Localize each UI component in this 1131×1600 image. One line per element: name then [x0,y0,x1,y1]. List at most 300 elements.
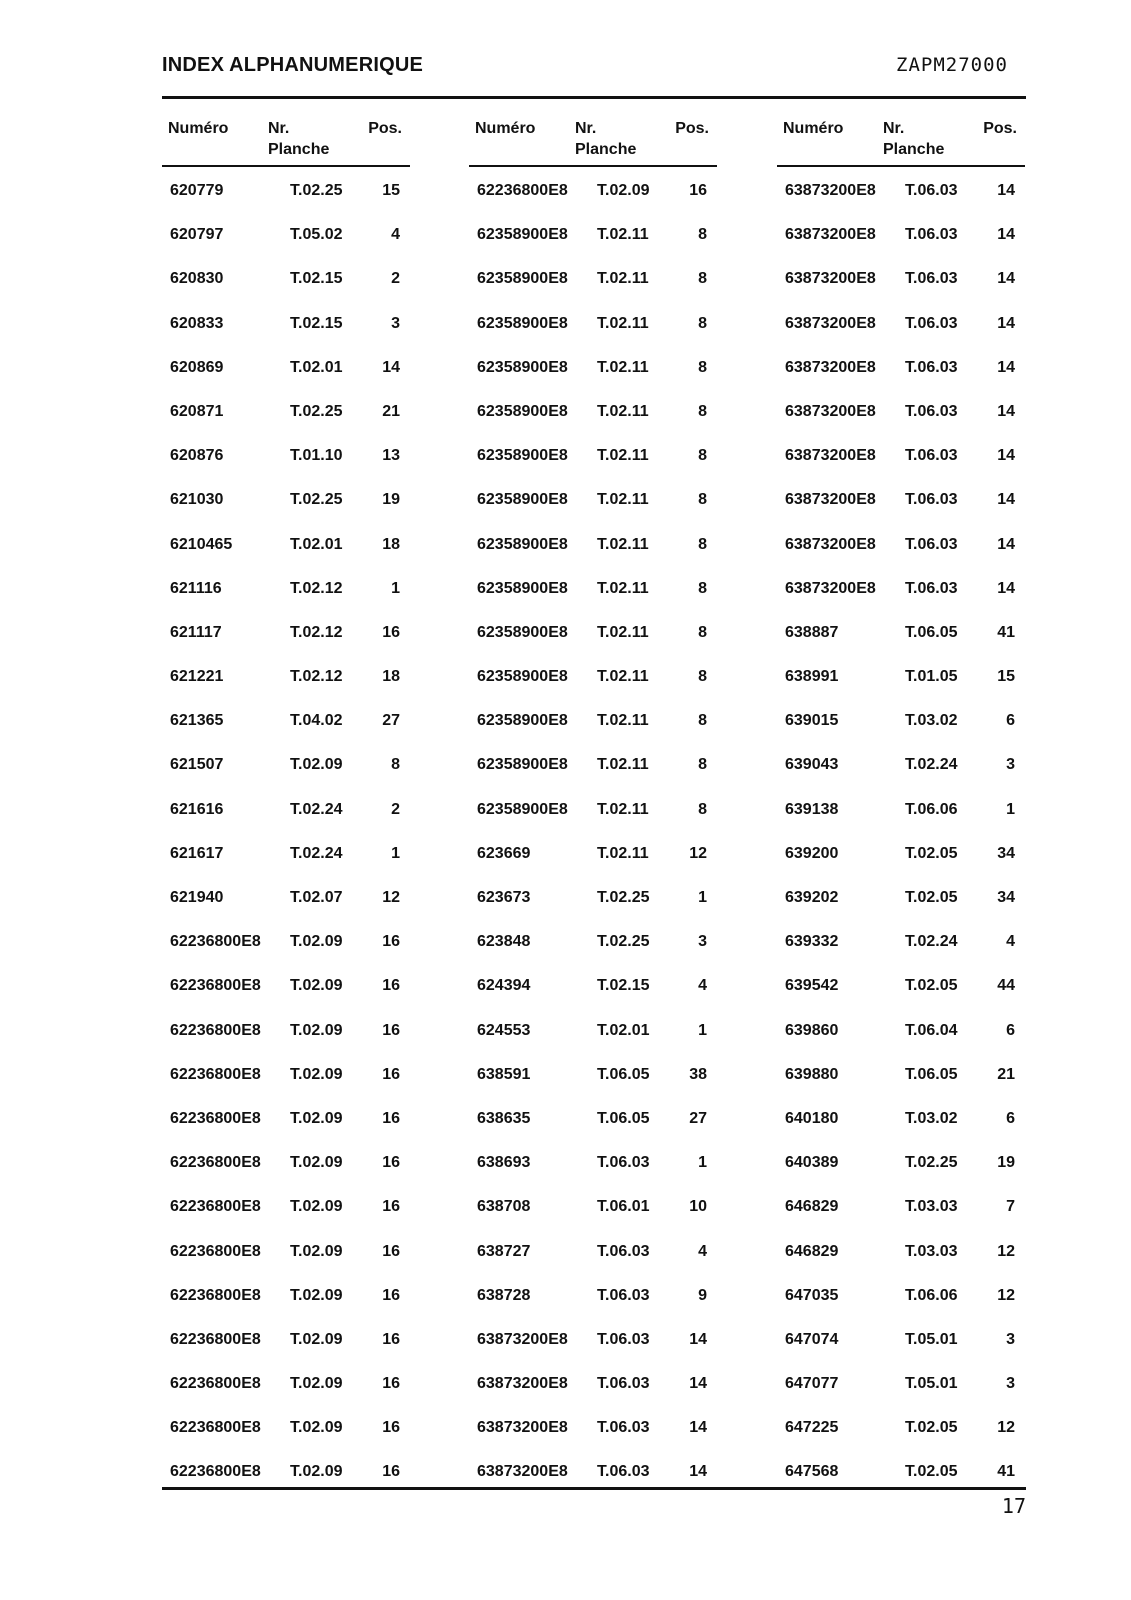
cell-planche: T.02.25 [290,491,343,509]
header-numero: Numéro [783,120,844,137]
cell-numero: 62358900E8 [477,535,568,553]
cell-planche: T.06.03 [597,1419,650,1437]
cell-pos: 34 [997,844,1015,862]
cell-pos: 16 [382,933,400,951]
table-row [777,1097,1025,1141]
cell-numero: 647074 [785,1330,839,1348]
cell-planche: T.06.01 [597,1198,650,1216]
cell-pos: 2 [391,800,400,818]
cell-numero: 638693 [477,1154,531,1172]
cell-planche: T.02.25 [597,933,650,951]
cell-numero: 624394 [477,977,531,995]
table-row [162,1141,410,1185]
cell-pos: 8 [698,712,707,730]
cell-planche: T.06.03 [597,1375,650,1393]
table-row [777,655,1025,699]
table-row [777,611,1025,655]
cell-planche: T.02.12 [290,623,343,641]
table-row [777,699,1025,743]
cell-numero: 621117 [170,623,222,641]
cell-numero: 620833 [170,314,224,332]
cell-pos: 8 [698,579,707,597]
table-row [162,434,410,478]
cell-numero: 621940 [170,889,224,906]
index-rows [162,169,410,1495]
header-pos: Pos. [983,120,1017,137]
cell-numero: 639200 [785,844,839,862]
cell-pos: 4 [391,226,400,244]
table-row [162,1053,410,1097]
table-row [777,1274,1025,1318]
cell-numero: 623848 [477,933,531,951]
cell-numero: 646829 [785,1198,839,1216]
table-row [777,213,1025,257]
cell-pos: 1 [391,844,400,862]
cell-planche: T.06.06 [905,1286,958,1304]
cell-numero: 62358900E8 [477,623,568,641]
cell-numero: 63873200E8 [785,447,876,465]
table-row [162,788,410,832]
cell-pos: 14 [689,1330,707,1348]
table-row [469,434,717,478]
cell-planche: T.06.03 [905,270,958,288]
cell-numero: 638591 [477,1065,531,1083]
cell-pos: 14 [689,1375,707,1393]
cell-numero: 62358900E8 [477,358,568,376]
table-row [162,346,410,390]
cell-pos: 8 [698,358,707,376]
cell-pos: 3 [1006,1375,1015,1393]
cell-numero: 638728 [477,1286,531,1304]
table-row [469,1185,717,1229]
cell-pos: 16 [382,1198,400,1216]
table-row [162,1318,410,1362]
cell-pos: 1 [698,889,707,906]
cell-planche: T.02.11 [597,800,649,818]
cell-numero: 639860 [785,1021,839,1039]
index-rows [469,169,717,1495]
cell-planche: T.02.07 [290,889,343,906]
header-planche: Nr. Planche [268,120,330,158]
table-row [777,169,1025,213]
cell-pos: 27 [689,1109,707,1127]
cell-planche: T.03.03 [905,1242,958,1260]
cell-pos: 8 [698,226,707,244]
cell-numero: 62358900E8 [477,800,568,818]
cell-planche: T.02.11 [597,844,649,862]
cell-planche: T.05.02 [290,226,343,244]
index-rows [777,169,1025,1495]
table-row [162,523,410,567]
cell-numero: 63873200E8 [785,314,876,332]
cell-planche: T.01.10 [290,447,343,465]
cell-planche: T.02.09 [290,756,343,774]
cell-pos: 15 [997,668,1015,686]
cell-planche: T.02.05 [905,844,958,862]
table-row [162,1185,410,1229]
table-row [162,699,410,743]
cell-numero: 63873200E8 [785,402,876,420]
table-row [777,346,1025,390]
cell-planche: T.02.15 [597,977,650,995]
table-row [469,346,717,390]
cell-pos: 8 [698,447,707,465]
cell-numero: 63873200E8 [785,226,876,244]
cell-pos: 4 [1006,933,1015,951]
cell-numero: 62236800E8 [170,1375,261,1393]
cell-numero: 620876 [170,447,224,465]
column-header [469,112,717,167]
cell-pos: 4 [698,977,707,995]
cell-numero: 621116 [170,579,222,597]
cell-pos: 21 [997,1065,1015,1083]
cell-planche: T.06.03 [905,182,958,199]
cell-pos: 12 [997,1242,1015,1260]
cell-numero: 621616 [170,800,224,818]
cell-numero: 63873200E8 [477,1463,568,1481]
cell-pos: 16 [382,623,400,641]
cell-numero: 620797 [170,226,224,244]
cell-planche: T.05.01 [905,1375,958,1393]
table-row [162,390,410,434]
cell-numero: 62358900E8 [477,226,568,244]
cell-numero: 63873200E8 [785,579,876,597]
cell-pos: 27 [382,712,400,730]
cell-planche: T.06.06 [905,800,958,818]
cell-numero: 62358900E8 [477,447,568,465]
cell-pos: 14 [997,226,1015,244]
cell-planche: T.02.11 [597,447,649,465]
cell-pos: 10 [689,1198,707,1216]
cell-numero: 638727 [477,1242,531,1260]
table-row [777,390,1025,434]
cell-numero: 62358900E8 [477,314,568,332]
cell-numero: 63873200E8 [477,1419,568,1437]
cell-numero: 620779 [170,182,224,199]
table-row [777,743,1025,787]
cell-pos: 9 [698,1286,707,1304]
table-row [777,1406,1025,1450]
header-pos: Pos. [675,120,709,137]
cell-numero: 621617 [170,844,224,862]
cell-pos: 3 [698,933,707,951]
cell-planche: T.06.04 [905,1021,958,1039]
table-row [777,567,1025,611]
table-row [162,1230,410,1274]
cell-numero: 647077 [785,1375,839,1393]
table-row [469,1362,717,1406]
cell-numero: 621365 [170,712,224,730]
table-row [469,1097,717,1141]
table-row [777,1362,1025,1406]
cell-numero: 62236800E8 [170,1286,261,1304]
cell-numero: 639138 [785,800,839,818]
table-row [469,567,717,611]
cell-planche: T.02.05 [905,1463,958,1481]
cell-planche: T.01.05 [905,668,958,686]
cell-numero: 63873200E8 [477,1330,568,1348]
cell-pos: 44 [997,977,1015,995]
table-row [162,478,410,522]
cell-numero: 620871 [170,402,224,420]
cell-planche: T.02.01 [290,535,343,553]
cell-pos: 14 [382,358,400,376]
cell-numero: 63873200E8 [785,358,876,376]
table-row [469,1053,717,1097]
cell-numero: 63873200E8 [785,270,876,288]
cell-planche: T.06.03 [597,1463,650,1481]
cell-planche: T.02.05 [905,977,958,995]
table-row [162,876,410,920]
cell-planche: T.04.02 [290,712,343,730]
cell-pos: 16 [382,1375,400,1393]
cell-pos: 8 [698,535,707,553]
cell-planche: T.02.12 [290,579,343,597]
cell-numero: 62358900E8 [477,491,568,509]
cell-planche: T.06.03 [905,447,958,465]
cell-pos: 8 [698,491,707,509]
cell-pos: 14 [997,402,1015,420]
table-row [469,1274,717,1318]
table-row [469,213,717,257]
table-row [777,1318,1025,1362]
table-row [162,655,410,699]
cell-numero: 62236800E8 [170,1065,261,1083]
header-planche: Nr. Planche [575,120,637,158]
cell-planche: T.06.03 [905,314,958,332]
cell-planche: T.02.25 [905,1154,958,1172]
cell-numero: 62236800E8 [170,1330,261,1348]
cell-planche: T.02.09 [290,1463,343,1481]
cell-planche: T.02.09 [290,1242,343,1260]
document-code: ZAPM27000 [896,54,1008,76]
cell-pos: 14 [997,182,1015,199]
table-row [162,964,410,1008]
cell-numero: 623673 [477,889,531,906]
cell-planche: T.02.15 [290,270,343,288]
cell-pos: 14 [997,270,1015,288]
cell-planche: T.02.15 [290,314,343,332]
cell-pos: 13 [382,447,400,465]
table-row [777,523,1025,567]
table-row [469,788,717,832]
cell-planche: T.02.11 [597,668,649,686]
cell-pos: 16 [382,1109,400,1127]
cell-pos: 8 [698,623,707,641]
cell-planche: T.02.05 [905,1419,958,1437]
cell-numero: 62358900E8 [477,579,568,597]
cell-numero: 639202 [785,889,839,906]
cell-planche: T.02.24 [905,933,958,951]
cell-numero: 620869 [170,358,224,376]
column-header [162,112,410,167]
table-row [162,1009,410,1053]
table-row [469,1318,717,1362]
table-row [469,920,717,964]
cell-numero: 647568 [785,1463,839,1481]
table-row [777,788,1025,832]
cell-planche: T.06.03 [905,358,958,376]
cell-numero: 638991 [785,668,839,686]
cell-planche: T.02.01 [290,358,343,376]
table-row [777,1141,1025,1185]
table-row [162,1097,410,1141]
cell-pos: 14 [997,579,1015,597]
cell-pos: 18 [382,535,400,553]
cell-planche: T.02.25 [290,182,343,199]
cell-planche: T.02.11 [597,270,649,288]
cell-planche: T.06.03 [905,579,958,597]
table-row [469,1141,717,1185]
cell-pos: 18 [382,668,400,686]
cell-pos: 14 [997,447,1015,465]
cell-pos: 14 [997,314,1015,332]
cell-planche: T.02.25 [597,889,650,906]
cell-numero: 638887 [785,623,839,641]
cell-planche: T.05.01 [905,1330,958,1348]
table-row [469,478,717,522]
cell-planche: T.03.03 [905,1198,958,1216]
table-row [777,1185,1025,1229]
cell-planche: T.06.05 [905,1065,958,1083]
table-row [162,567,410,611]
cell-pos: 4 [698,1242,707,1260]
table-row [469,876,717,920]
cell-pos: 16 [382,1065,400,1083]
table-row [469,302,717,346]
cell-pos: 1 [698,1154,707,1172]
cell-pos: 1 [1006,800,1015,818]
cell-numero: 62236800E8 [170,977,261,995]
cell-numero: 647035 [785,1286,839,1304]
table-row [469,699,717,743]
cell-pos: 19 [382,491,400,509]
cell-planche: T.06.03 [597,1154,650,1172]
cell-planche: T.06.03 [905,226,958,244]
table-row [777,257,1025,301]
cell-planche: T.02.11 [597,712,649,730]
table-row [469,832,717,876]
table-row [162,213,410,257]
cell-numero: 63873200E8 [477,1375,568,1393]
table-row [777,1009,1025,1053]
cell-pos: 6 [1006,1021,1015,1039]
table-row [162,1274,410,1318]
table-row [777,434,1025,478]
cell-pos: 3 [1006,1330,1015,1348]
table-row [469,523,717,567]
cell-pos: 6 [1006,712,1015,730]
cell-numero: 62358900E8 [477,270,568,288]
table-row [777,1053,1025,1097]
cell-numero: 639015 [785,712,839,730]
cell-pos: 3 [391,314,400,332]
cell-numero: 62358900E8 [477,712,568,730]
cell-pos: 6 [1006,1109,1015,1127]
cell-numero: 63873200E8 [785,535,876,553]
table-row [162,257,410,301]
cell-planche: T.02.09 [290,933,343,951]
table-row [777,302,1025,346]
cell-planche: T.02.11 [597,491,649,509]
cell-numero: 621507 [170,756,224,774]
cell-pos: 12 [689,844,707,862]
cell-pos: 7 [1006,1198,1015,1216]
cell-planche: T.02.11 [597,535,649,553]
cell-planche: T.02.09 [290,1330,343,1348]
cell-pos: 3 [1006,756,1015,774]
cell-planche: T.02.12 [290,668,343,686]
index-column-3 [777,112,1025,1495]
cell-numero: 621030 [170,491,224,509]
table-row [777,876,1025,920]
header-planche: Nr. Planche [883,120,945,158]
cell-pos: 14 [997,535,1015,553]
table-row [162,1406,410,1450]
cell-pos: 8 [391,756,400,774]
table-row [777,478,1025,522]
table-row [777,832,1025,876]
cell-numero: 646829 [785,1242,839,1260]
table-row [469,169,717,213]
cell-numero: 638635 [477,1109,531,1127]
cell-numero: 62236800E8 [170,1198,261,1216]
cell-numero: 623669 [477,844,531,862]
cell-numero: 638708 [477,1198,531,1216]
cell-pos: 8 [698,668,707,686]
cell-planche: T.02.11 [597,226,649,244]
cell-numero: 62236800E8 [170,1021,261,1039]
cell-numero: 639880 [785,1065,839,1083]
cell-pos: 14 [997,358,1015,376]
cell-planche: T.02.09 [290,1375,343,1393]
cell-pos: 38 [689,1065,707,1083]
cell-planche: T.06.03 [905,491,958,509]
cell-pos: 21 [382,402,400,420]
header-numero: Numéro [168,120,229,137]
cell-pos: 12 [997,1419,1015,1437]
cell-planche: T.06.03 [597,1286,650,1304]
cell-pos: 16 [382,1463,400,1481]
page-title: INDEX ALPHANUMERIQUE [162,54,424,76]
cell-numero: 639043 [785,756,839,774]
cell-numero: 647225 [785,1419,839,1437]
cell-planche: T.02.24 [290,800,343,818]
index-column-1 [162,112,410,1495]
cell-numero: 62236800E8 [170,933,261,951]
cell-planche: T.06.03 [597,1330,650,1348]
cell-pos: 16 [689,182,707,199]
cell-planche: T.02.11 [597,623,649,641]
cell-pos: 12 [382,889,400,906]
page-number: 17 [1001,1494,1026,1518]
table-row [469,964,717,1008]
cell-planche: T.06.03 [905,402,958,420]
cell-pos: 1 [698,1021,707,1039]
table-row [162,832,410,876]
cell-pos: 16 [382,977,400,995]
cell-planche: T.02.11 [597,358,649,376]
cell-pos: 15 [382,182,400,199]
table-row [162,920,410,964]
header-numero: Numéro [475,120,536,137]
cell-pos: 8 [698,800,707,818]
table-row [469,1009,717,1053]
cell-planche: T.02.09 [597,182,650,199]
cell-planche: T.02.01 [597,1021,650,1039]
cell-numero: 63873200E8 [785,182,876,199]
cell-pos: 16 [382,1286,400,1304]
